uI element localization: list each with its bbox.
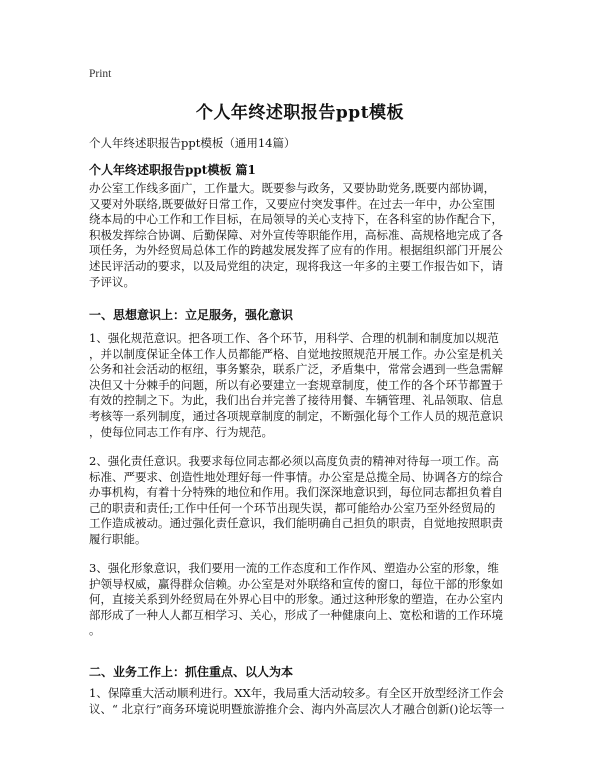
- paragraph-line: 积极发挥综合协调、后勤保障、对外宣传等职能作用，高标准、高规格地完成了各: [89, 227, 503, 242]
- paragraph-1: [89, 331, 521, 440]
- paragraph-line: 工作造成被动。通过强化责任意识，我们能明确自己担负的职责，自觉地按照职责: [89, 516, 503, 531]
- paragraph-2: [89, 454, 521, 548]
- paragraph-line: 3、强化形象意识，我们要用一流的工作态度和工作作风、塑造办公室的形象，维: [89, 561, 499, 575]
- paragraph-line: 予评议。: [89, 274, 135, 289]
- paragraph-line: ，使每位同志工作有序、行为规范。: [89, 424, 273, 439]
- section-title-2: 二、业务工作上：抓住重点、以人为本: [89, 665, 294, 679]
- paragraph-line: 述民评活动的要求，以及局党组的决定，现将我这一年多的主要工作报告如下，请: [89, 258, 503, 273]
- paragraph-line: 1、强化规范意识。把各项工作、各个环节，用科学、合理的机制和制度加以规范: [89, 331, 499, 345]
- paragraph-line: 己的职责和责任;工作中任何一个环节出现失误，都可能给办公室乃至外经贸局的: [89, 500, 496, 515]
- paragraph-line: 1、保障重大活动顺利进行。XX年，我局重大活动较多。有全区开放型经济工作会: [89, 686, 504, 700]
- paragraph-line: 办事机构，有着十分特殊的地位和作用。我们深深地意识到，每位同志都担负着自: [89, 485, 503, 500]
- paragraph-line: 何，直接关系到外经贸局在外界心目中的形象。通过这种形象的塑造，在办公室内: [89, 592, 503, 607]
- paragraph-line: ，并以制度保证全体工作人员都能严格、自觉地按照规范开展工作。办公室是机关: [89, 346, 503, 361]
- paragraph-line: 。: [89, 623, 101, 638]
- paragraph-3: [89, 561, 521, 639]
- document-subtitle: 个人年终述职报告ppt模板（通用14篇）: [89, 136, 296, 150]
- paragraph-4: [89, 686, 521, 717]
- paragraph-line: 绕本局的中心工作和工作目标，在局领导的关心支持下，在各科室的协作配合下，: [89, 212, 503, 227]
- paragraph-line: 2、强化责任意识。我要求每位同志都必须以高度负责的精神对待每一项工作。高: [89, 454, 499, 468]
- section-title-1: 一、思想意识上：立足服务，强化意识: [89, 308, 294, 322]
- paragraph-line: 有效的控制之下。为此，我们出台并完善了接待用餐、车辆管理、礼品领取、信息: [89, 393, 503, 408]
- paragraph-line: 决但又十分棘手的问题，所以有必要建立一套规章制度，使工作的各个环节都置于: [89, 377, 503, 392]
- intro-paragraph: [89, 181, 521, 290]
- document-title: 个人年终述职报告ppt模板: [195, 103, 405, 123]
- print-label: Print: [89, 68, 112, 80]
- paragraph-line: 标准、严要求、创造性地处理好每一件事情。办公室是总揽全局、协调各方的综合: [89, 469, 503, 484]
- paragraph-line: 又要对外联络,既要做好日常工作，又要应付突发事件。在过去一年中，办公室围: [89, 196, 496, 211]
- paragraph-line: 护领导权威，赢得群众信赖。办公室是对外联络和宣传的窗口，每位干部的形象如: [89, 576, 503, 591]
- paragraph-line: 办公室工作线多面广，工作量大。既要参与政务，又要协助党务,既要内部协调，: [89, 181, 496, 195]
- paragraph-line: 公务和社会活动的枢纽，事务繁杂，联系广泛，矛盾集中，常常会遇到一些急需解: [89, 362, 503, 377]
- paragraph-line: 议、“ 北京行”商务环境说明暨旅游推介会、海内外高层次人才融合创新()论坛等一: [89, 701, 505, 716]
- paragraph-line: 项任务，为外经贸局总体工作的跨越发展发挥了应有的作用。根据组织部门开展公: [89, 243, 503, 258]
- paragraph-line: 履行职能。: [89, 531, 147, 546]
- paragraph-line: 考核等一系列制度，通过各项规章制度的制定，不断强化每个工作人员的规范意识: [89, 408, 503, 423]
- paragraph-line: 部形成了一种人人都互相学习、关心，形成了一种健康向上、宽松和谐的工作环境: [89, 607, 503, 622]
- section-heading: 个人年终述职报告ppt模板 篇1: [89, 163, 256, 177]
